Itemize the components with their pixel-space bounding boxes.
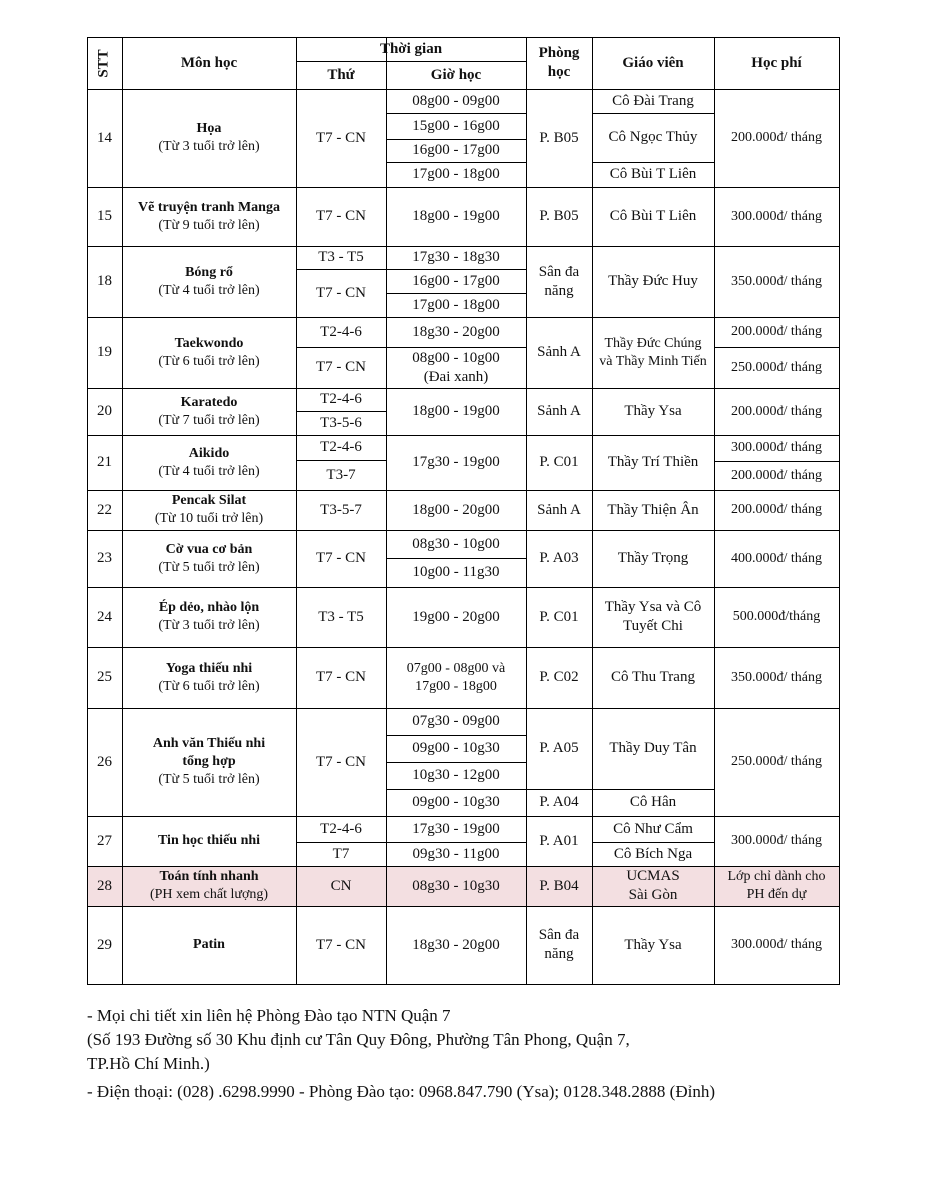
header-thu-text: Thứ — [327, 66, 355, 83]
room-cell — [526, 906, 592, 984]
course-name-cell-text: (Từ 6 tuổi trở lên) — [158, 353, 260, 369]
course-name-cell-text: Họa — [196, 121, 222, 136]
room-cell-text: Sảnh A — [537, 403, 581, 419]
time-cell — [386, 647, 526, 708]
time-cell-text: 09g00 - 10g30 — [412, 794, 500, 810]
course-name-cell — [122, 816, 296, 866]
course-name-cell-text: (Từ 7 tuổi trở lên) — [158, 412, 260, 428]
room-cell — [526, 708, 592, 789]
header-thoi-gian-text: Thời gian — [379, 40, 443, 57]
room-cell-text: P. B05 — [539, 129, 579, 146]
fee-cell-text: 300.000đ/ tháng — [731, 440, 822, 455]
fee-cell — [714, 388, 839, 435]
time-cell — [386, 347, 526, 388]
day-cell — [296, 89, 386, 187]
header-giao-vien-text: Giáo viên — [622, 54, 684, 71]
day-cell — [296, 246, 386, 269]
time-cell — [386, 269, 526, 293]
header-gio-hoc — [386, 61, 526, 89]
teacher-cell-text: Thầy Đức Huy — [608, 273, 698, 289]
day-cell-text: T7 - CN — [316, 550, 366, 566]
day-cell — [296, 842, 386, 866]
time-cell — [386, 89, 526, 113]
time-cell — [386, 246, 526, 269]
time-cell-text: 18g00 - 20g00 — [412, 501, 500, 518]
teacher-cell-text: Sài Gòn — [628, 887, 678, 903]
time-cell-text: 17g30 - 19g00 — [412, 820, 500, 837]
room-cell — [526, 866, 592, 906]
stt-cell-text: 21 — [97, 454, 112, 470]
time-cell-text: 17g00 - 18g00 — [412, 296, 500, 313]
fee-cell — [714, 816, 839, 866]
fee-cell-text: 200.000đ/ tháng — [731, 403, 822, 419]
note-line: - Điện thoại: (028) .6298.9990 - Phòng Đào tạo: 0968.847.790 (Ysa); 0128.348.2888 (Đỉnh) — [87, 1082, 715, 1101]
time-cell-text: 08g00 - 10g00 — [412, 349, 500, 366]
day-cell — [296, 490, 386, 530]
day-cell — [296, 708, 386, 816]
course-name-cell-text: Vẽ truyện tranh Manga — [138, 199, 280, 215]
header-phong-hoc-text: học — [547, 64, 571, 80]
course-name-cell-text: (Từ 4 tuổi trở lên) — [158, 282, 260, 298]
room-cell-text: Sân đa — [538, 263, 580, 280]
stt-cell-text: 25 — [97, 669, 112, 685]
header-giao-vien — [592, 37, 714, 89]
time-cell — [386, 435, 526, 490]
teacher-cell — [592, 388, 714, 435]
stt-cell — [87, 317, 122, 388]
time-cell-text: 09g30 - 11g00 — [412, 845, 500, 862]
room-cell — [526, 246, 592, 317]
stt-cell — [87, 530, 122, 587]
fee-cell-text: 350.000đ/ tháng — [731, 669, 822, 685]
stt-cell — [87, 388, 122, 435]
day-cell-text: T7 - CN — [316, 129, 366, 146]
time-cell — [386, 317, 526, 347]
room-cell — [526, 435, 592, 490]
course-name-cell — [122, 388, 296, 435]
course-name-cell-text: (Từ 3 tuổi trở lên) — [158, 618, 260, 633]
room-cell — [526, 317, 592, 388]
day-cell — [296, 388, 386, 411]
time-cell — [386, 842, 526, 866]
teacher-cell-text: Thầy Trọng — [617, 550, 689, 566]
header-thoi-gian — [296, 37, 526, 61]
fee-cell-text: 250.000đ/ tháng — [731, 359, 822, 375]
course-name-cell-text: Anh văn Thiếu nhi — [152, 736, 266, 751]
course-name-cell — [122, 317, 296, 388]
teacher-cell-text: Tuyết Chi — [623, 618, 683, 634]
teacher-cell-text: Cô Bùi T Liên — [609, 208, 697, 224]
time-cell-text: 16g00 - 17g00 — [412, 142, 500, 158]
room-cell-text: năng — [544, 946, 574, 962]
teacher-cell-text: Thầy Ysa và Cô — [604, 599, 702, 615]
time-cell-text: 18g30 - 20g00 — [412, 936, 500, 953]
day-cell — [296, 587, 386, 647]
stt-cell — [87, 435, 122, 490]
course-name-cell — [122, 246, 296, 317]
fee-cell-text: 200.000đ/ tháng — [731, 467, 822, 483]
course-name-cell-text: Karatedo — [180, 394, 238, 410]
header-mon-hoc-text: Môn học — [180, 54, 238, 71]
teacher-cell — [592, 246, 714, 317]
stt-cell — [87, 647, 122, 708]
stt-cell — [87, 187, 122, 246]
course-name-cell-text: (Từ 3 tuổi trở lên) — [158, 139, 260, 154]
course-name-cell-text: (Từ 10 tuổi trở lên) — [154, 511, 264, 526]
room-cell — [526, 530, 592, 587]
time-cell — [386, 388, 526, 435]
course-name-cell-text: Taekwondo — [174, 335, 244, 351]
stt-cell — [87, 866, 122, 906]
day-cell-text: T3 - T5 — [318, 608, 364, 625]
course-name-cell-text: Yoga thiếu nhi — [165, 660, 253, 676]
course-name-cell — [122, 530, 296, 587]
day-cell-text: T3-7 — [326, 466, 356, 483]
header-stt — [87, 37, 122, 89]
teacher-cell-text: và Thầy Minh Tiến — [599, 353, 707, 369]
stt-cell-text: 18 — [97, 273, 112, 289]
fee-cell-text: 400.000đ/ tháng — [731, 550, 822, 566]
header-thu — [296, 61, 386, 89]
course-name-cell — [122, 187, 296, 246]
teacher-cell — [592, 708, 714, 789]
course-name-cell-text: Aikido — [188, 445, 230, 461]
day-cell-text: T7 — [332, 845, 350, 862]
day-cell-text: T7 - CN — [316, 284, 366, 301]
time-cell — [386, 187, 526, 246]
course-name-cell-text: tổng hợp — [182, 754, 236, 769]
time-cell — [386, 139, 526, 162]
fee-cell — [714, 708, 839, 816]
teacher-cell-text: Thầy Ysa — [624, 403, 682, 419]
course-name-cell-text: (Từ 6 tuổi trở lên) — [158, 678, 260, 694]
fee-cell — [714, 89, 839, 187]
time-cell — [386, 490, 526, 530]
room-cell — [526, 187, 592, 246]
time-cell — [386, 587, 526, 647]
course-name-cell — [122, 587, 296, 647]
teacher-cell-text: Cô Thu Trang — [611, 669, 695, 685]
stt-cell-text: 15 — [97, 208, 112, 224]
course-name-cell-text: (Từ 5 tuổi trở lên) — [158, 772, 260, 787]
header-mon-hoc — [122, 37, 296, 89]
day-cell-text: T3-5-6 — [320, 414, 362, 431]
course-name-cell-text: Cờ vua cơ bản — [165, 541, 253, 557]
course-name-cell — [122, 906, 296, 984]
day-cell — [296, 435, 386, 460]
day-cell — [296, 411, 386, 435]
course-name-cell-text: (Từ 4 tuổi trở lên) — [158, 463, 260, 479]
contact-notes — [87, 1004, 847, 1104]
time-cell — [386, 558, 526, 587]
time-cell-text: 07g00 - 08g00 và — [406, 660, 506, 676]
day-cell-text: T7 - CN — [316, 208, 366, 224]
teacher-cell-text: Cô Bích Nga — [613, 845, 693, 862]
course-name-cell-text: Tin học thiếu nhi — [157, 833, 261, 848]
course-name-cell — [122, 490, 296, 530]
room-cell — [526, 647, 592, 708]
fee-cell-text: 350.000đ/ tháng — [731, 273, 822, 289]
teacher-cell — [592, 866, 714, 906]
room-cell — [526, 816, 592, 866]
stt-cell-text: 14 — [97, 129, 112, 146]
teacher-cell — [592, 906, 714, 984]
header-hoc-phi-text: Học phí — [751, 54, 802, 71]
stt-cell-text: 20 — [97, 403, 112, 419]
room-cell — [526, 388, 592, 435]
stt-cell-text: 27 — [97, 832, 112, 849]
fee-cell — [714, 906, 839, 984]
header-phong-hoc-text: Phòng — [538, 45, 580, 61]
time-cell-text: 19g00 - 20g00 — [412, 608, 500, 625]
course-name-cell-text: Toán tính nhanh — [159, 869, 259, 884]
time-cell — [386, 113, 526, 139]
fee-cell — [714, 647, 839, 708]
teacher-cell — [592, 587, 714, 647]
time-cell — [386, 762, 526, 789]
row-border — [87, 984, 840, 985]
course-name-cell-text: Ép dẻo, nhào lộn — [158, 600, 260, 615]
note-line: (Số 193 Đường số 30 Khu định cư Tân Quy Đông, Phường Tân Phong, Quận 7, — [87, 1030, 630, 1049]
time-cell-text: 17g30 - 19g00 — [412, 454, 500, 470]
time-cell-text: 17g30 - 18g30 — [412, 249, 500, 265]
course-name-cell-text: Pencak Silat — [171, 493, 247, 508]
time-cell — [386, 293, 526, 317]
teacher-cell — [592, 789, 714, 816]
teacher-cell — [592, 530, 714, 587]
teacher-cell — [592, 435, 714, 490]
time-cell-text: 15g00 - 16g00 — [412, 117, 500, 134]
course-name-cell — [122, 89, 296, 187]
room-cell-text: P. C01 — [539, 608, 579, 625]
stt-cell-text: 29 — [97, 936, 112, 953]
time-cell — [386, 816, 526, 842]
teacher-cell-text: Thầy Đức Chúng — [604, 335, 702, 351]
teacher-cell — [592, 187, 714, 246]
fee-cell-text: 200.000đ/ tháng — [731, 130, 822, 145]
time-cell-text: 18g30 - 20g00 — [412, 323, 500, 340]
time-cell-text: 10g30 - 12g00 — [412, 767, 500, 783]
course-name-cell — [122, 435, 296, 490]
teacher-cell — [592, 842, 714, 866]
course-name-cell-text: (Từ 5 tuổi trở lên) — [158, 559, 260, 575]
day-cell-text: T7 - CN — [316, 936, 366, 953]
time-cell — [386, 162, 526, 187]
room-cell-text: P. A04 — [539, 794, 579, 810]
fee-cell — [714, 187, 839, 246]
stt-cell — [87, 587, 122, 647]
day-cell-text: T7 - CN — [316, 753, 366, 770]
fee-cell — [714, 435, 839, 461]
room-cell-text: Sảnh A — [537, 501, 581, 518]
stt-cell — [87, 490, 122, 530]
note-line: - Mọi chi tiết xin liên hệ Phòng Đào tạo NTN Quận 7 — [87, 1006, 451, 1025]
teacher-cell-text: UCMAS — [626, 868, 680, 884]
teacher-cell-text: Thầy Ysa — [624, 936, 682, 953]
day-cell — [296, 269, 386, 317]
fee-cell — [714, 317, 839, 347]
stt-cell-text: 22 — [97, 501, 112, 518]
fee-cell-text: 500.000đ/tháng — [732, 609, 821, 624]
teacher-cell — [592, 89, 714, 113]
day-cell-text: T7 - CN — [316, 669, 366, 685]
course-name-cell — [122, 708, 296, 816]
teacher-cell-text: Thầy Thiện Ân — [607, 501, 699, 518]
time-cell — [386, 530, 526, 558]
note-line: TP.Hồ Chí Minh.) — [87, 1054, 210, 1073]
fee-cell — [714, 866, 839, 906]
fee-cell-text: 300.000đ/ tháng — [731, 937, 822, 952]
course-name-cell-text: (PH xem chất lượng) — [149, 887, 269, 902]
fee-cell-text: PH đến dự — [746, 887, 807, 902]
time-cell — [386, 735, 526, 762]
schedule-table — [87, 37, 839, 984]
day-cell — [296, 647, 386, 708]
stt-cell — [87, 816, 122, 866]
stt-cell-text: 19 — [97, 344, 112, 360]
stt-cell-text: 28 — [97, 877, 112, 894]
day-cell-text: T2-4-6 — [320, 820, 362, 837]
stt-cell — [87, 89, 122, 187]
teacher-cell — [592, 113, 714, 162]
time-cell-text: 08g30 - 10g00 — [412, 535, 500, 552]
teacher-cell-text: Thầy Duy Tân — [609, 740, 697, 756]
fee-cell-text: 200.000đ/ tháng — [731, 502, 822, 517]
course-name-cell-text: Bóng rổ — [185, 264, 233, 280]
stt-cell-text: 26 — [97, 753, 112, 770]
room-cell-text: Sân đa — [538, 927, 580, 943]
header-gio-hoc-text: Giờ học — [430, 66, 482, 83]
day-cell — [296, 816, 386, 842]
teacher-cell-text: Cô Ngọc Thủy — [608, 129, 698, 145]
day-cell-text: T7 - CN — [316, 359, 366, 375]
day-cell — [296, 866, 386, 906]
teacher-cell — [592, 162, 714, 187]
day-cell-text: T2-4-6 — [320, 391, 362, 407]
teacher-cell — [592, 317, 714, 388]
room-cell — [526, 89, 592, 187]
fee-cell-text: 300.000đ/ tháng — [731, 833, 822, 848]
room-cell-text: P. A01 — [539, 832, 579, 849]
time-cell-text: 18g00 - 19g00 — [412, 208, 500, 224]
time-cell-text: 10g00 - 11g30 — [412, 564, 500, 580]
time-cell — [386, 789, 526, 816]
stt-cell — [87, 906, 122, 984]
room-cell — [526, 587, 592, 647]
teacher-cell — [592, 647, 714, 708]
stt-cell-text: 23 — [97, 550, 112, 566]
room-cell-text: P. A05 — [539, 740, 579, 756]
header-hoc-phi — [714, 37, 839, 89]
teacher-cell-text: Cô Bùi T Liên — [609, 166, 697, 182]
time-cell — [386, 866, 526, 906]
header-stt-text: STT — [95, 48, 112, 78]
day-cell-text: T3-5-7 — [320, 501, 362, 518]
day-cell-text: T3 - T5 — [318, 249, 364, 265]
day-cell-text: CN — [330, 877, 352, 894]
day-cell-text: T2-4-6 — [320, 439, 362, 455]
day-cell — [296, 317, 386, 347]
time-cell-text: 09g00 - 10g30 — [412, 740, 500, 756]
teacher-cell-text: Thầy Trí Thiền — [607, 454, 699, 470]
header-phong-hoc — [526, 37, 592, 89]
fee-cell — [714, 246, 839, 317]
time-cell-text: 08g00 - 09g00 — [412, 92, 500, 109]
teacher-cell — [592, 490, 714, 530]
fee-cell-text: 200.000đ/ tháng — [731, 324, 822, 339]
fee-cell-text: 250.000đ/ tháng — [731, 754, 822, 769]
time-cell-text: (Đai xanh) — [423, 368, 489, 385]
fee-cell — [714, 530, 839, 587]
room-cell-text: P. B05 — [539, 208, 579, 224]
day-cell — [296, 187, 386, 246]
time-cell — [386, 906, 526, 984]
fee-cell — [714, 347, 839, 388]
room-cell — [526, 789, 592, 816]
time-cell-text: 07g30 - 09g00 — [412, 713, 500, 729]
course-name-cell — [122, 647, 296, 708]
column-border — [839, 37, 840, 985]
stt-cell-text: 24 — [97, 608, 112, 625]
room-cell-text: năng — [544, 282, 574, 299]
time-cell-text: 08g30 - 10g30 — [412, 877, 500, 894]
teacher-cell-text: Cô Hân — [629, 794, 677, 810]
stt-cell — [87, 708, 122, 816]
room-cell-text: P. A03 — [539, 550, 579, 566]
room-cell-text: P. C02 — [539, 669, 579, 685]
day-cell — [296, 530, 386, 587]
room-cell — [526, 490, 592, 530]
day-cell — [296, 460, 386, 490]
course-name-cell — [122, 866, 296, 906]
room-cell-text: P. C01 — [539, 454, 579, 470]
fee-cell — [714, 587, 839, 647]
time-cell-text: 18g00 - 19g00 — [412, 403, 500, 419]
fee-cell-text: Lớp chỉ dành cho — [727, 869, 826, 884]
fee-cell-text: 300.000đ/ tháng — [731, 208, 822, 224]
day-cell — [296, 906, 386, 984]
fee-cell — [714, 461, 839, 490]
room-cell-text: P. B04 — [539, 877, 579, 894]
course-name-cell-text: Patin — [193, 937, 225, 952]
teacher-cell-text: Cô Đài Trang — [612, 92, 694, 109]
room-cell-text: Sảnh A — [537, 344, 581, 360]
time-cell-text: 17g00 - 18g00 — [415, 678, 497, 694]
stt-cell — [87, 246, 122, 317]
time-cell-text: 17g00 - 18g00 — [412, 166, 500, 182]
day-cell — [296, 347, 386, 388]
time-cell-text: 16g00 - 17g00 — [412, 272, 500, 289]
day-cell-text: T2-4-6 — [320, 323, 362, 340]
teacher-cell-text: Cô Như Cẩm — [613, 820, 693, 837]
teacher-cell — [592, 816, 714, 842]
time-cell — [386, 708, 526, 735]
fee-cell — [714, 490, 839, 530]
course-name-cell-text: (Từ 9 tuổi trở lên) — [158, 217, 260, 233]
